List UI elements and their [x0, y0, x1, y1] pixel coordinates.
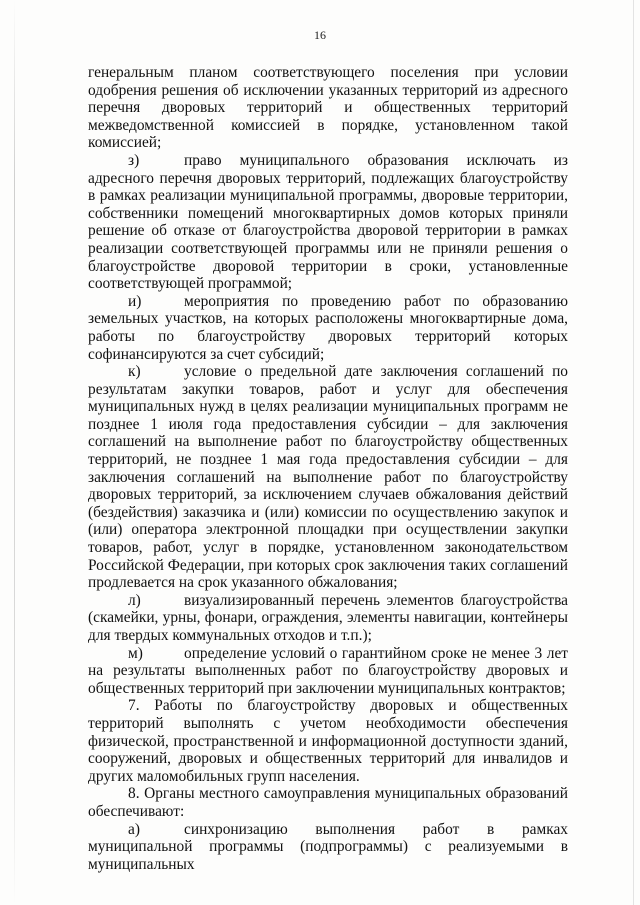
list-item-label: а): [128, 820, 140, 838]
scan-edge-left: [14, 0, 15, 905]
list-item-i: [88, 293, 568, 363]
scan-edge-right: [633, 0, 634, 905]
list-item-z: [88, 152, 568, 293]
list-item-label: з): [128, 151, 140, 169]
paragraph-text: условие о предельной дате заключения соглашений по результатам закупки товаров, работ и услуг для обеспечения муниципальных нужд в целях реализации муниципальных программ не позднее 1 июля года предоставления субсидии – для заключения соглашений на выполнение работ по благоустройству общественных территорий, не позднее 1 мая года предоставления субсидии – для заключения соглашений на выполнение работ по благоустройству дворовых территорий, за исключением случаев обжалования действий (бездействия) заказчика и (или) комиссии по осуществлению закупок и (или) оператора электронной площадки при осуществлении закупки товаров, работ, услуг в порядке, установленном законодательством Российской Федерации, при которых срок заключения таких соглашений продлевается на срок указанного обжалования;: [88, 363, 568, 592]
paragraph-text: определение условий о гарантийном сроке не менее 3 лет на результаты выполненных работ по благоустройству дворовых и общественных территорий при заключении муниципальных контрактов;: [88, 644, 568, 697]
list-item-m: [88, 645, 568, 698]
paragraph-text: синхронизацию выполнения работ в рамках муниципальной программы (подпрограммы) с реализуемыми в муниципальных: [88, 820, 568, 873]
document-body: [88, 64, 568, 873]
paragraph-text: мероприятия по проведению работ по образованию земельных участков, на которых расположены многоквартирные дома, работы по благоустройству дворовых территорий которых софинансируются за счет субсидий;: [88, 292, 568, 363]
list-item-label: м): [128, 644, 143, 662]
list-item-label: л): [128, 591, 141, 609]
list-item-a: [88, 821, 568, 874]
section-7-paragraph: [88, 697, 568, 785]
list-item-l: [88, 592, 568, 645]
paragraph-continuation: [88, 64, 568, 152]
paragraph-text: право муниципального образования исключать из адресного перечня дворовых территорий, подлежащих благоустройству в рамках реализации муниципальной программы, дворовые территории, собственники помещений многоквартирных домов которых приняли решение об отказе от благоустройства дворовой территории в рамках реализации соответствующей программы или не приняли решения о благоустройстве дворовой территории в сроки, установленные соответствующей программой;: [88, 151, 568, 293]
list-item-label: и): [128, 292, 142, 310]
list-item-label: к): [128, 363, 141, 381]
paragraph-text: 8. Органы местного самоуправления муниципальных образований обеспечивают:: [88, 785, 568, 820]
page-number: 16: [314, 28, 326, 42]
paragraph-text: генеральным планом соответствующего поселения при условии одобрения решения об исключении указанных территорий из адресного перечня дворовых территорий и общественных территорий межведомственной комиссией в порядке, установленном такой комиссией;: [88, 64, 568, 152]
paragraph-text: визуализированный перечень элементов благоустройства (скамейки, урны, фонари, ограждения, элементы навигации, контейнеры для твердых коммунальных отходов и т.п.);: [88, 591, 568, 644]
list-item-k: [88, 363, 568, 592]
section-8-paragraph: [88, 785, 568, 820]
paragraph-text: 7. Работы по благоустройству дворовых и общественных территорий выполнять с учетом необходимости обеспечения физической, пространственной и информационной доступности зданий, сооружений, дворовых и общественных территорий для инвалидов и других маломобильных групп населения.: [88, 697, 568, 785]
